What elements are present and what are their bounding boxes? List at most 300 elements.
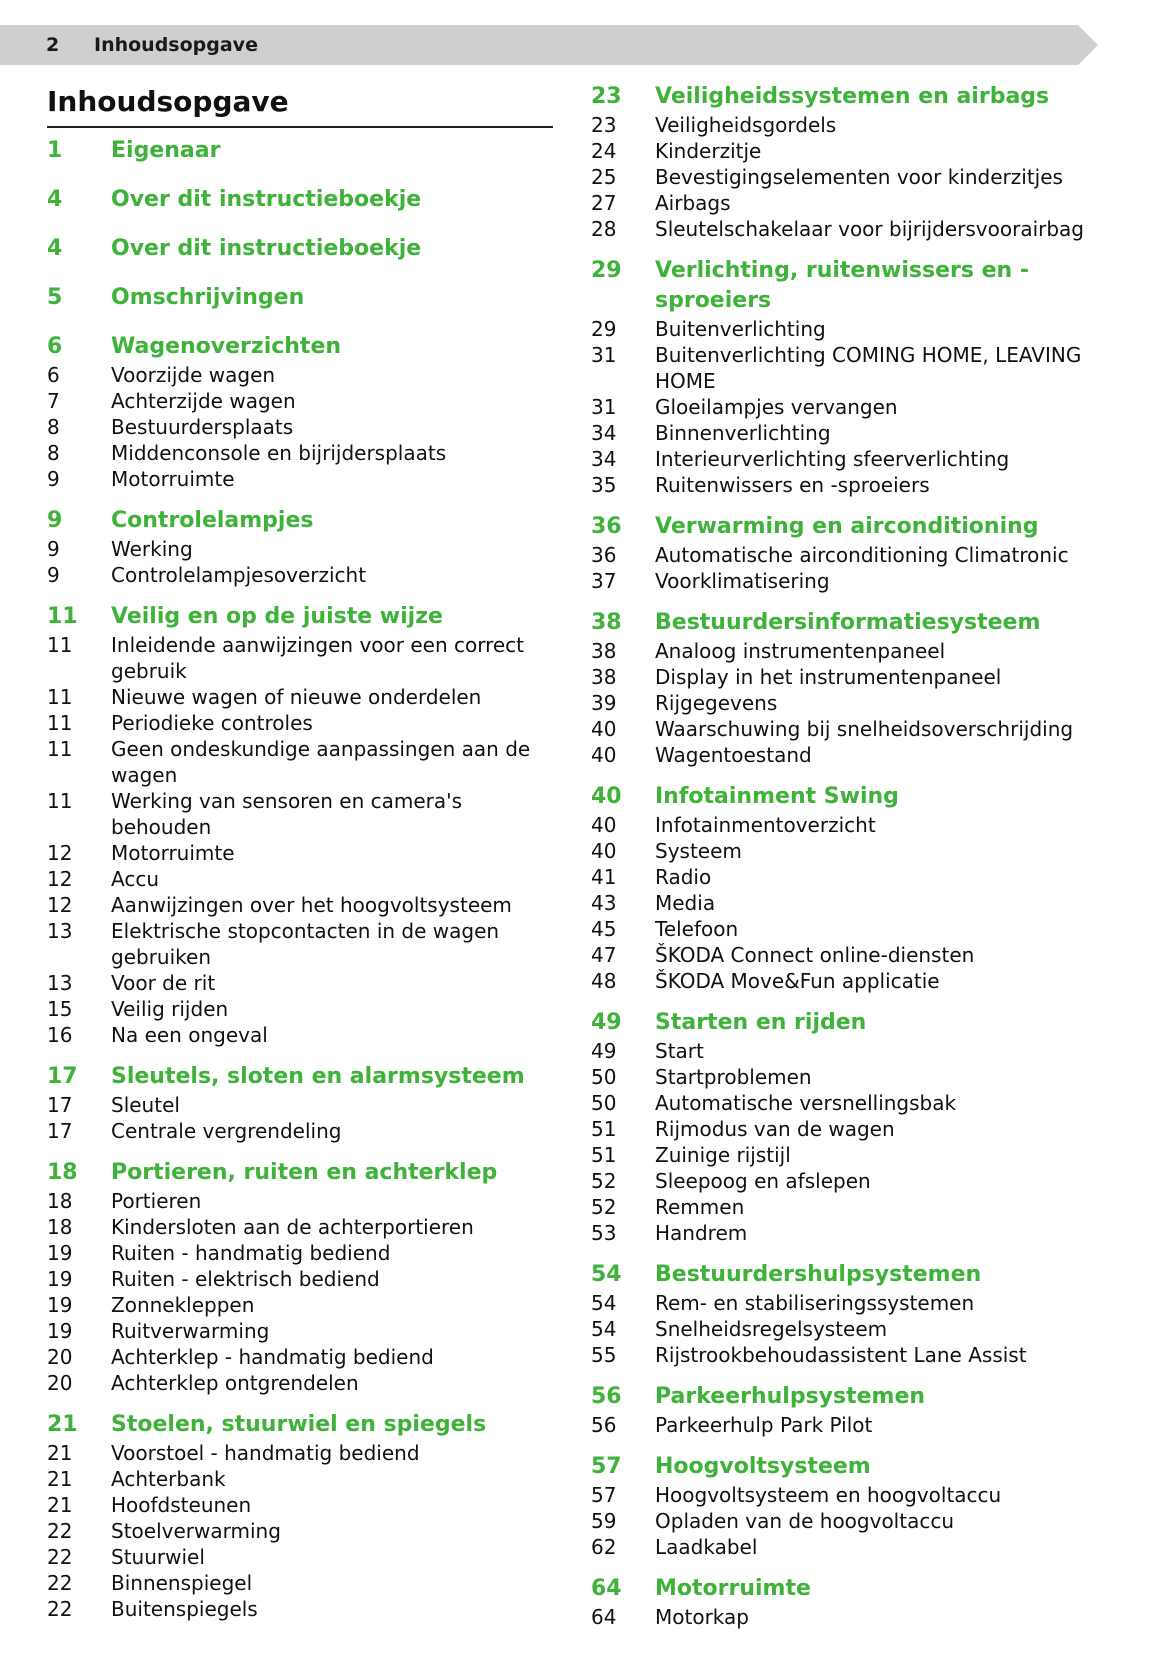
toc-section: [591, 1452, 1111, 1560]
toc-entry[interactable]: [47, 788, 553, 840]
entry-title: Motorruimte: [111, 841, 235, 865]
toc-section: [47, 506, 553, 588]
entry-title: Analoog instrumentenpaneel: [655, 639, 946, 663]
section-page-number: 36: [591, 514, 622, 539]
toc-entry[interactable]: [591, 864, 1111, 890]
toc-entry[interactable]: [47, 414, 553, 440]
entry-page-number: 54: [591, 1317, 617, 1341]
entry-title: Voorstoel - handmatig bediend: [111, 1441, 420, 1465]
entry-title: Laadkabel: [655, 1535, 758, 1559]
entry-title: Startproblemen: [655, 1065, 812, 1089]
entry-page-number: 18: [47, 1215, 73, 1239]
toc-section: [47, 234, 553, 264]
toc-section: [47, 1062, 553, 1144]
section-title: Bestuurdersinformatiesysteem: [655, 610, 1041, 635]
toc-entry[interactable]: [591, 542, 1111, 568]
entry-title: Buitenverlichting: [655, 317, 826, 341]
toc-entry[interactable]: [591, 164, 1111, 190]
section-title: Hoogvoltsysteem: [655, 1454, 871, 1479]
entry-title: Zuinige rijstijl: [655, 1143, 791, 1167]
entry-page-number: 8: [47, 415, 60, 439]
toc-entry[interactable]: [47, 562, 553, 588]
toc-section: [47, 332, 553, 492]
entry-title: Portieren: [111, 1189, 202, 1213]
entry-page-number: 11: [47, 633, 73, 657]
entry-title: Achterklep - handmatig bediend: [111, 1345, 434, 1369]
toc-section: [47, 1410, 553, 1622]
toc-section: [47, 1158, 553, 1396]
entry-title: Opladen van de hoogvoltaccu: [655, 1509, 955, 1533]
toc-entry[interactable]: [591, 394, 1111, 420]
toc-entry[interactable]: [591, 1116, 1111, 1142]
entry-page-number: 31: [591, 343, 617, 367]
toc-entry[interactable]: [591, 316, 1111, 342]
entry-page-number: 28: [591, 217, 617, 241]
toc-entry[interactable]: [591, 690, 1111, 716]
entry-page-number: 34: [591, 421, 617, 445]
entry-page-number: 51: [591, 1143, 617, 1167]
entry-page-number: 57: [591, 1483, 617, 1507]
entry-page-number: 9: [47, 467, 60, 491]
toc-section-heading[interactable]: [47, 234, 553, 264]
entry-page-number: 12: [47, 867, 73, 891]
entry-title: Zonnekleppen: [111, 1293, 255, 1317]
toc-section: [47, 283, 553, 313]
section-page-number: 57: [591, 1454, 622, 1479]
toc-entry[interactable]: [591, 1090, 1111, 1116]
section-title: Infotainment Swing: [655, 784, 899, 809]
toc-section: [591, 256, 1111, 498]
toc-section-heading[interactable]: [47, 602, 553, 632]
entry-page-number: 20: [47, 1345, 73, 1369]
toc-entry[interactable]: [591, 1194, 1111, 1220]
section-page-number: 6: [47, 334, 63, 359]
header-page-number: 2: [46, 34, 60, 56]
entry-title: Gloeilampjes vervangen: [655, 395, 898, 419]
toc-entry[interactable]: [47, 1440, 553, 1466]
toc-entry[interactable]: [591, 1316, 1111, 1342]
entry-page-number: 22: [47, 1545, 73, 1569]
entry-page-number: 52: [591, 1169, 617, 1193]
entry-title: Buitenverlichting COMING HOME, LEAVING HOME: [655, 343, 1082, 393]
entry-title: Display in het instrumentenpaneel: [655, 665, 1002, 689]
toc-entry[interactable]: [591, 190, 1111, 216]
entry-page-number: 50: [591, 1065, 617, 1089]
toc-entry[interactable]: [591, 342, 1111, 394]
toc-entry[interactable]: [47, 1214, 553, 1240]
entry-page-number: 54: [591, 1291, 617, 1315]
entry-page-number: 49: [591, 1039, 617, 1063]
toc-entry[interactable]: [47, 1092, 553, 1118]
header-title: Inhoudsopgave: [94, 34, 258, 56]
toc-section-heading[interactable]: [591, 1574, 1111, 1604]
entry-title: Media: [655, 891, 716, 915]
section-page-number: 56: [591, 1384, 622, 1409]
entry-page-number: 15: [47, 997, 73, 1021]
toc-entry[interactable]: [47, 684, 553, 710]
entry-title: Centrale vergrendeling: [111, 1119, 342, 1143]
entry-title: Nieuwe wagen of nieuwe onderdelen: [111, 685, 482, 709]
entry-title: Sleepoog en afslepen: [655, 1169, 871, 1193]
toc-entry[interactable]: [47, 1544, 553, 1570]
entry-title: Ruitverwarming: [111, 1319, 270, 1343]
entry-title: Buitenspiegels: [111, 1597, 258, 1621]
entry-page-number: 13: [47, 919, 73, 943]
toc-entry[interactable]: [591, 638, 1111, 664]
toc-section: [591, 1260, 1111, 1368]
toc-entry[interactable]: [47, 710, 553, 736]
entry-page-number: 40: [591, 743, 617, 767]
toc-section-heading[interactable]: [591, 1008, 1111, 1038]
section-title: Stoelen, stuurwiel en spiegels: [111, 1412, 487, 1437]
toc-section-heading[interactable]: [591, 1382, 1111, 1412]
toc-entry[interactable]: [591, 1290, 1111, 1316]
section-page-number: 21: [47, 1412, 78, 1437]
entry-title: Wagentoestand: [655, 743, 812, 767]
entry-title: Controlelampjesoverzicht: [111, 563, 367, 587]
toc-section-heading[interactable]: [47, 136, 553, 166]
toc-entry[interactable]: [591, 1342, 1111, 1368]
section-page-number: 40: [591, 784, 622, 809]
toc-entry[interactable]: [47, 918, 553, 970]
entry-page-number: 9: [47, 563, 60, 587]
entry-page-number: 23: [591, 113, 617, 137]
entry-page-number: 51: [591, 1117, 617, 1141]
entry-title: Na een ongeval: [111, 1023, 268, 1047]
toc-entry[interactable]: [47, 996, 553, 1022]
entry-page-number: 21: [47, 1441, 73, 1465]
toc-entry[interactable]: [47, 866, 553, 892]
section-title: Over dit instructieboekje: [111, 236, 422, 261]
entry-page-number: 25: [591, 165, 617, 189]
entry-title: Stoelverwarming: [111, 1519, 281, 1543]
toc-entry[interactable]: [47, 388, 553, 414]
toc-entry[interactable]: [591, 1604, 1111, 1630]
section-page-number: 17: [47, 1064, 78, 1089]
section-title: Controlelampjes: [111, 508, 314, 533]
toc-entry[interactable]: [47, 1118, 553, 1144]
entry-title: Werking: [111, 537, 193, 561]
toc-entry[interactable]: [591, 838, 1111, 864]
entry-title: Rijgegevens: [655, 691, 778, 715]
entry-title: Voorzijde wagen: [111, 363, 276, 387]
section-title: Portieren, ruiten en achterklep: [111, 1160, 498, 1185]
toc-entry[interactable]: [47, 362, 553, 388]
section-page-number: 54: [591, 1262, 622, 1287]
entry-page-number: 9: [47, 537, 60, 561]
entry-page-number: 7: [47, 389, 60, 413]
toc-section-heading[interactable]: [47, 283, 553, 313]
toc-entry[interactable]: [591, 216, 1111, 242]
toc-entry[interactable]: [47, 1240, 553, 1266]
entry-page-number: 55: [591, 1343, 617, 1367]
toc-entry[interactable]: [591, 942, 1111, 968]
toc-entry[interactable]: [47, 1188, 553, 1214]
entry-title: Infotainmentoverzicht: [655, 813, 876, 837]
entry-title: Rem- en stabiliseringssystemen: [655, 1291, 975, 1315]
toc-section-heading[interactable]: [47, 1410, 553, 1440]
toc-entry[interactable]: [591, 1508, 1111, 1534]
entry-page-number: 45: [591, 917, 617, 941]
entry-title: Aanwijzingen over het hoogvoltsysteem: [111, 893, 512, 917]
toc-section-heading[interactable]: [47, 332, 553, 362]
entry-page-number: 11: [47, 737, 73, 761]
entry-title: Bevestigingselementen voor kinderzitjes: [655, 165, 1063, 189]
entry-title: Snelheidsregelsysteem: [655, 1317, 888, 1341]
toc-entry[interactable]: [591, 420, 1111, 446]
entry-page-number: 36: [591, 543, 617, 567]
section-title: Verlichting, ruitenwissers en -sproeiers: [655, 258, 1029, 313]
toc-entry[interactable]: [47, 1518, 553, 1544]
entry-page-number: 53: [591, 1221, 617, 1245]
entry-title: Sleutelschakelaar voor bijrijdersvoorairbag: [655, 217, 1084, 241]
entry-title: Automatische versnellingsbak: [655, 1091, 957, 1115]
entry-title: Systeem: [655, 839, 742, 863]
entry-page-number: 64: [591, 1605, 617, 1629]
entry-page-number: 62: [591, 1535, 617, 1559]
section-title: Over dit instructieboekje: [111, 187, 422, 212]
entry-title: Inleidende aanwijzingen voor een correct gebruik: [111, 633, 525, 683]
entry-page-number: 20: [47, 1371, 73, 1395]
toc-entry[interactable]: [47, 1370, 553, 1396]
toc-entry[interactable]: [47, 970, 553, 996]
toc-entry[interactable]: [591, 472, 1111, 498]
entry-title: Rijstrookbehoudassistent Lane Assist: [655, 1343, 1027, 1367]
toc-entry[interactable]: [47, 1570, 553, 1596]
entry-title: Rijmodus van de wagen: [655, 1117, 895, 1141]
entry-title: Binnenverlichting: [655, 421, 831, 445]
toc-entry[interactable]: [591, 1220, 1111, 1246]
entry-title: Middenconsole en bijrijdersplaats: [111, 441, 447, 465]
entry-page-number: 19: [47, 1293, 73, 1317]
entry-title: Voor de rit: [111, 971, 216, 995]
entry-title: Hoofdsteunen: [111, 1493, 252, 1517]
entry-title: Kinderzitje: [655, 139, 762, 163]
section-title: Motorruimte: [655, 1576, 811, 1601]
toc-entry[interactable]: [591, 112, 1111, 138]
toc-entry[interactable]: [47, 1492, 553, 1518]
toc-entry[interactable]: [591, 916, 1111, 942]
toc-entry[interactable]: [591, 1168, 1111, 1194]
section-page-number: 49: [591, 1010, 622, 1035]
section-page-number: 38: [591, 610, 622, 635]
section-page-number: 29: [591, 258, 622, 283]
section-page-number: 4: [47, 236, 63, 261]
toc-entry[interactable]: [591, 1534, 1111, 1560]
toc-entry[interactable]: [591, 968, 1111, 994]
entry-title: Werking van sensoren en camera's behouden: [111, 789, 463, 839]
toc-entry[interactable]: [591, 890, 1111, 916]
toc-section: [591, 1382, 1111, 1438]
toc-section: [591, 512, 1111, 594]
entry-page-number: 40: [591, 813, 617, 837]
entry-page-number: 8: [47, 441, 60, 465]
entry-page-number: 17: [47, 1119, 73, 1143]
section-title: Parkeerhulpsystemen: [655, 1384, 926, 1409]
section-page-number: 5: [47, 285, 63, 310]
entry-page-number: 39: [591, 691, 617, 715]
entry-title: Parkeerhulp Park Pilot: [655, 1413, 873, 1437]
entry-page-number: 37: [591, 569, 617, 593]
entry-page-number: 34: [591, 447, 617, 471]
toc-section-heading[interactable]: [591, 82, 1111, 112]
toc-entry[interactable]: [591, 664, 1111, 690]
entry-title: Waarschuwing bij snelheidsoverschrijding: [655, 717, 1074, 741]
toc-entry[interactable]: [47, 536, 553, 562]
entry-page-number: 40: [591, 717, 617, 741]
toc-entry[interactable]: [47, 1344, 553, 1370]
entry-page-number: 43: [591, 891, 617, 915]
entry-page-number: 6: [47, 363, 60, 387]
toc-section: [591, 1574, 1111, 1630]
entry-page-number: 21: [47, 1493, 73, 1517]
entry-title: Veilig rijden: [111, 997, 229, 1021]
toc-entry[interactable]: [591, 1412, 1111, 1438]
entry-page-number: 59: [591, 1509, 617, 1533]
entry-title: Motorruimte: [111, 467, 235, 491]
toc-section: [591, 82, 1111, 242]
toc-entry[interactable]: [591, 742, 1111, 768]
toc-section-heading[interactable]: [591, 608, 1111, 638]
toc-section-heading[interactable]: [591, 782, 1111, 812]
toc-section-heading[interactable]: [591, 1452, 1111, 1482]
toc-section: [47, 136, 553, 166]
entry-title: Automatische airconditioning Climatronic: [655, 543, 1069, 567]
section-title: Wagenoverzichten: [111, 334, 342, 359]
entry-page-number: 40: [591, 839, 617, 863]
toc-entry[interactable]: [591, 716, 1111, 742]
toc-entry[interactable]: [47, 1596, 553, 1622]
toc-section-heading[interactable]: [591, 256, 1111, 316]
entry-title: Sleutel: [111, 1093, 180, 1117]
section-title: Omschrijvingen: [111, 285, 305, 310]
entry-page-number: 31: [591, 395, 617, 419]
toc-section: [591, 1008, 1111, 1246]
entry-page-number: 47: [591, 943, 617, 967]
section-page-number: 64: [591, 1576, 622, 1601]
toc-entry[interactable]: [47, 736, 553, 788]
entry-page-number: 17: [47, 1093, 73, 1117]
entry-title: Hoogvoltsysteem en hoogvoltaccu: [655, 1483, 1002, 1507]
entry-title: Interieurverlichting sfeerverlichting: [655, 447, 1010, 471]
entry-title: Motorkap: [655, 1605, 749, 1629]
entry-page-number: 27: [591, 191, 617, 215]
toc-section: [591, 608, 1111, 768]
entry-title: Ruitenwissers en -sproeiers: [655, 473, 930, 497]
toc-section-heading[interactable]: [591, 512, 1111, 542]
toc-entry[interactable]: [591, 446, 1111, 472]
toc-entry[interactable]: [47, 632, 553, 684]
entry-title: Ruiten - handmatig bediend: [111, 1241, 391, 1265]
entry-title: ŠKODA Connect online-diensten: [655, 943, 975, 967]
section-title: Eigenaar: [111, 138, 221, 163]
entry-page-number: 16: [47, 1023, 73, 1047]
toc-entry[interactable]: [47, 1318, 553, 1344]
section-page-number: 23: [591, 84, 622, 109]
entry-title: Geen ondeskundige aanpassingen aan de wagen: [111, 737, 531, 787]
toc-right-column: [591, 82, 1111, 1644]
entry-page-number: 19: [47, 1241, 73, 1265]
entry-title: Telefoon: [655, 917, 739, 941]
section-page-number: 18: [47, 1160, 78, 1185]
entry-title: Periodieke controles: [111, 711, 313, 735]
toc-entry[interactable]: [591, 812, 1111, 838]
entry-title: Remmen: [655, 1195, 745, 1219]
entry-page-number: 48: [591, 969, 617, 993]
entry-title: Binnenspiegel: [111, 1571, 253, 1595]
entry-page-number: 11: [47, 789, 73, 813]
toc-entry[interactable]: [47, 1466, 553, 1492]
toc-entry[interactable]: [47, 840, 553, 866]
toc-entry[interactable]: [591, 568, 1111, 594]
entry-page-number: 12: [47, 841, 73, 865]
section-page-number: 1: [47, 138, 63, 163]
entry-page-number: 29: [591, 317, 617, 341]
toc-entry[interactable]: [47, 892, 553, 918]
entry-page-number: 22: [47, 1571, 73, 1595]
toc-entry[interactable]: [47, 440, 553, 466]
entry-title: Achterbank: [111, 1467, 226, 1491]
entry-title: Handrem: [655, 1221, 748, 1245]
entry-page-number: 22: [47, 1519, 73, 1543]
toc-entry[interactable]: [591, 1064, 1111, 1090]
entry-title: Radio: [655, 865, 712, 889]
entry-page-number: 24: [591, 139, 617, 163]
section-page-number: 11: [47, 604, 78, 629]
entry-page-number: 38: [591, 665, 617, 689]
toc-entry[interactable]: [591, 138, 1111, 164]
toc-entry[interactable]: [47, 1266, 553, 1292]
entry-title: Voorklimatisering: [655, 569, 830, 593]
toc-section: [591, 782, 1111, 994]
section-title: Starten en rijden: [655, 1010, 867, 1035]
toc-entry[interactable]: [47, 466, 553, 492]
entry-page-number: 11: [47, 711, 73, 735]
toc-entry[interactable]: [591, 1142, 1111, 1168]
entry-page-number: 38: [591, 639, 617, 663]
entry-title: Ruiten - elektrisch bediend: [111, 1267, 380, 1291]
toc-entry[interactable]: [591, 1482, 1111, 1508]
section-title: Sleutels, sloten en alarmsysteem: [111, 1064, 525, 1089]
section-page-number: 9: [47, 508, 63, 533]
entry-page-number: 12: [47, 893, 73, 917]
toc-section-heading[interactable]: [47, 1158, 553, 1188]
entry-title: Veiligheidsgordels: [655, 113, 837, 137]
toc-section-heading[interactable]: [47, 1062, 553, 1092]
entry-page-number: 52: [591, 1195, 617, 1219]
entry-page-number: 19: [47, 1319, 73, 1343]
toc-section-heading[interactable]: [47, 185, 553, 215]
entry-page-number: 18: [47, 1189, 73, 1213]
entry-page-number: 19: [47, 1267, 73, 1291]
entry-title: Elektrische stopcontacten in de wagen gebruiken: [111, 919, 500, 969]
section-title: Veiligheidssystemen en airbags: [655, 84, 1050, 109]
entry-page-number: 22: [47, 1597, 73, 1621]
entry-page-number: 35: [591, 473, 617, 497]
toc-entry[interactable]: [591, 1038, 1111, 1064]
entry-title: ŠKODA Move&Fun applicatie: [655, 969, 940, 993]
entry-title: Achterklep ontgrendelen: [111, 1371, 359, 1395]
toc-entry[interactable]: [47, 1292, 553, 1318]
section-title: Veilig en op de juiste wijze: [111, 604, 443, 629]
entry-page-number: 56: [591, 1413, 617, 1437]
section-title: Verwarming en airconditioning: [655, 514, 1039, 539]
toc-entry[interactable]: [47, 1022, 553, 1048]
toc-section-heading[interactable]: [591, 1260, 1111, 1290]
toc-left-column: [47, 136, 553, 1636]
toc-section-heading[interactable]: [47, 506, 553, 536]
toc-section: [47, 602, 553, 1048]
